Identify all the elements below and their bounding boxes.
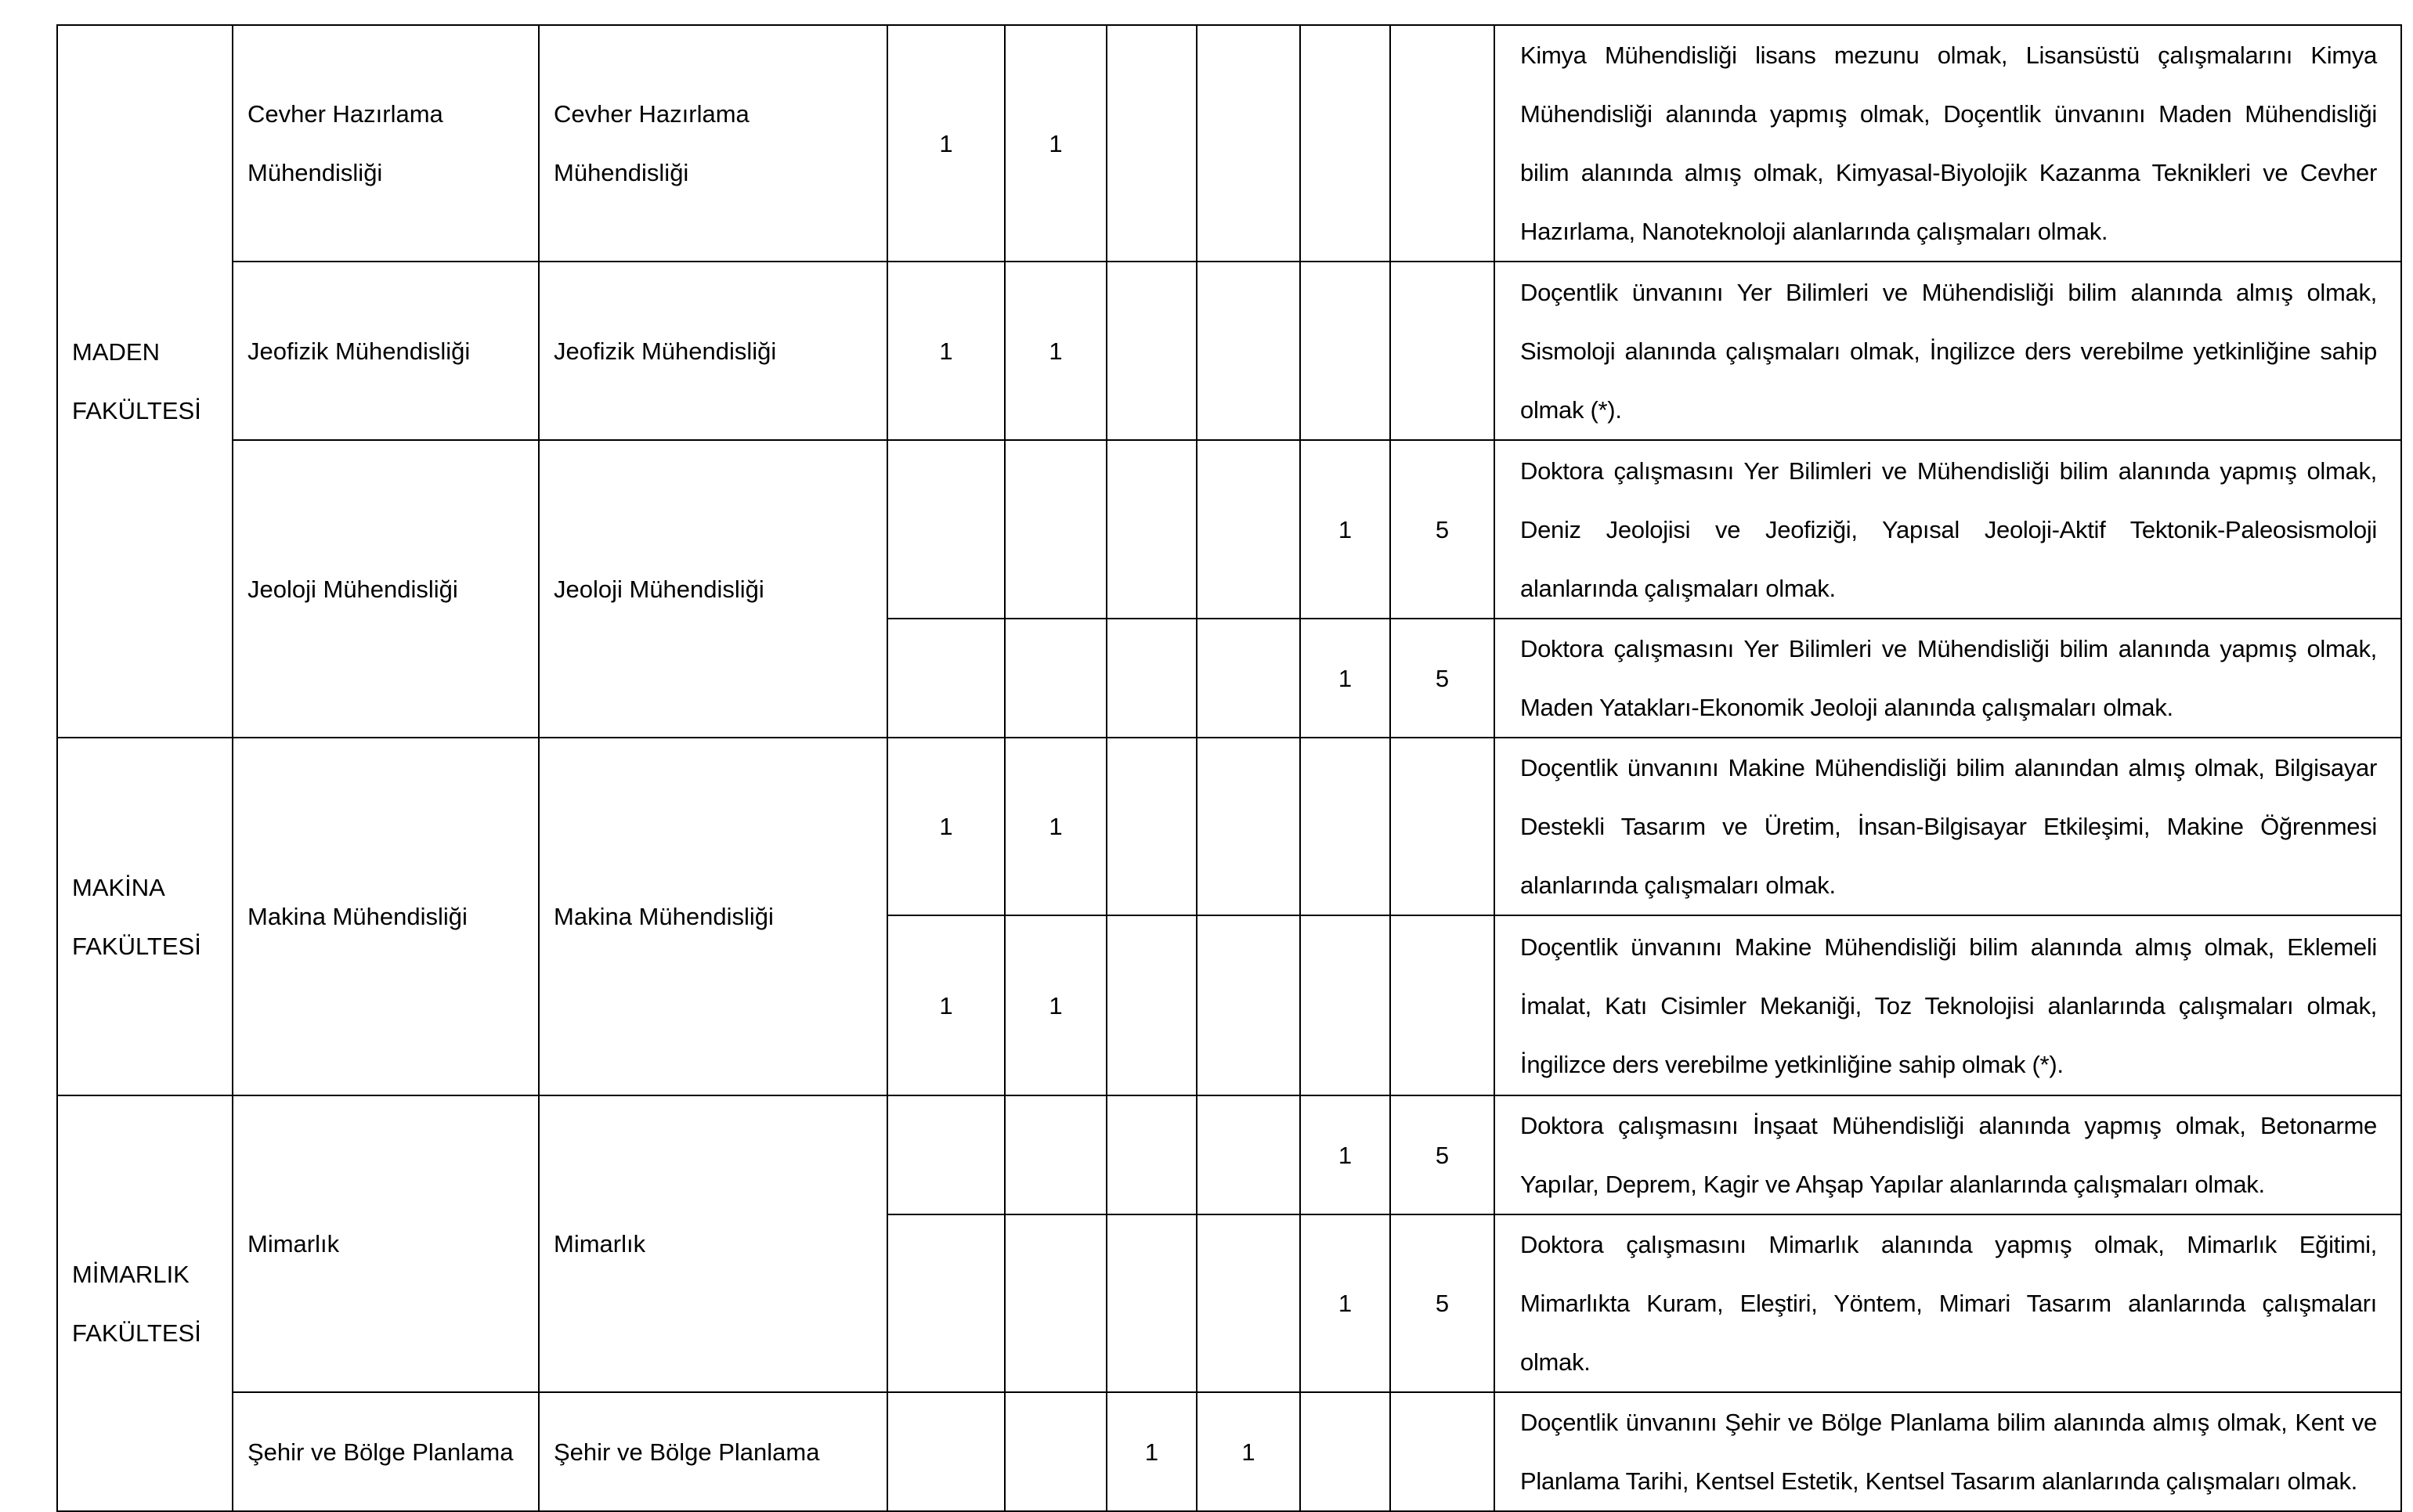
- count-cell: [1107, 1214, 1197, 1392]
- requirements-cell: Doçentlik ünvanını Şehir ve Bölge Planlama bilim alanında almış olmak, Kent ve Planlama Tarihi, Kentsel Estetik, Kentsel Tasarım alanlarında çalışmaları olmak.: [1494, 1392, 2401, 1511]
- requirements-cell: Doçentlik ünvanını Makine Mühendisliği bilim alanında almış olmak, Eklemeli İmalat, Katı Cisimler Mekaniği, Toz Teknolojisi alanlarında çalışmaları olmak, İngilizce ders verebilme yetkinliğine sahip olmak (*).: [1494, 915, 2401, 1095]
- degree-cell: [1390, 915, 1494, 1095]
- division-cell: Şehir ve Bölge Planlama: [539, 1392, 887, 1511]
- count-cell: [1107, 440, 1197, 619]
- count-cell: 1: [887, 915, 1005, 1095]
- degree-cell: [1197, 619, 1300, 738]
- degree-cell: 1: [1005, 262, 1107, 440]
- faculty-cell: MİMARLIK FAKÜLTESİ: [57, 1095, 233, 1511]
- degree-cell: [1005, 1214, 1107, 1392]
- degree-cell: 1: [1005, 738, 1107, 915]
- degree-cell: 5: [1390, 440, 1494, 619]
- degree-cell: 1: [1197, 1392, 1300, 1511]
- degree-cell: 5: [1390, 1214, 1494, 1392]
- table-row: [57, 262, 2401, 440]
- count-cell: 1: [887, 738, 1005, 915]
- division-cell: Jeofizik Mühendisliği: [539, 262, 887, 440]
- requirements-cell: Doktora çalışmasını Yer Bilimleri ve Mühendisliği bilim alanında yapmış olmak, Deniz Jeolojisi ve Jeofiziği, Yapısal Jeoloji-Aktif Tektonik-Paleosismoloji alanlarında çalışmaları olmak.: [1494, 440, 2401, 619]
- degree-cell: [1197, 1214, 1300, 1392]
- count-cell: 1: [1300, 619, 1390, 738]
- department-cell: Jeofizik Mühendisliği: [233, 262, 539, 440]
- table-row: [57, 1392, 2401, 1511]
- count-cell: 1: [887, 25, 1005, 262]
- count-cell: [1300, 25, 1390, 262]
- count-cell: [1300, 262, 1390, 440]
- count-cell: [1107, 1095, 1197, 1214]
- table-row: [57, 440, 2401, 619]
- requirements-cell: Doçentlik ünvanını Makine Mühendisliği bilim alanından almış olmak, Bilgisayar Destekli Tasarım ve Üretim, İnsan-Bilgisayar Etkileşimi, Makine Öğrenmesi alanlarında çalışmaları olmak.: [1494, 738, 2401, 915]
- degree-cell: [1197, 262, 1300, 440]
- count-cell: [887, 1214, 1005, 1392]
- department-cell: Cevher Hazırlama Mühendisliği: [233, 25, 539, 262]
- requirements-cell: Doktora çalışmasını İnşaat Mühendisliği alanında yapmış olmak, Betonarme Yapılar, Deprem, Kagir ve Ahşap Yapılar alanlarında çalışmaları olmak.: [1494, 1095, 2401, 1214]
- degree-cell: [1390, 738, 1494, 915]
- division-cell: Cevher Hazırlama Mühendisliği: [539, 25, 887, 262]
- faculty-cell: MADEN FAKÜLTESİ: [57, 25, 233, 738]
- count-cell: 1: [1300, 440, 1390, 619]
- department-cell: Mimarlık: [233, 1095, 539, 1392]
- count-cell: [1107, 262, 1197, 440]
- requirements-cell: Kimya Mühendisliği lisans mezunu olmak, Lisansüstü çalışmalarını Kimya Mühendisliği alanında yapmış olmak, Doçentlik ünvanını Maden Mühendisliği bilim alanında almış olmak, Kimyasal-Biyolojik Kazanma Teknikleri ve Cevher Hazırlama, Nanoteknoloji alanlarında çalışmaları olmak.: [1494, 25, 2401, 262]
- requirements-cell: Doktora çalışmasını Mimarlık alanında yapmış olmak, Mimarlık Eğitimi, Mimarlıkta Kuram, Eleştiri, Yöntem, Mimari Tasarım alanlarında çalışmaları olmak.: [1494, 1214, 2401, 1392]
- degree-cell: 1: [1005, 25, 1107, 262]
- degree-cell: [1005, 440, 1107, 619]
- table-row: [57, 738, 2401, 915]
- degree-cell: [1390, 1392, 1494, 1511]
- count-cell: 1: [1107, 1392, 1197, 1511]
- degree-cell: [1197, 915, 1300, 1095]
- degree-cell: [1197, 440, 1300, 619]
- count-cell: [1300, 1392, 1390, 1511]
- degree-cell: [1390, 25, 1494, 262]
- table-row: [57, 25, 2401, 262]
- count-cell: [1107, 738, 1197, 915]
- count-cell: [1107, 25, 1197, 262]
- degree-cell: [1197, 1095, 1300, 1214]
- degree-cell: 5: [1390, 1095, 1494, 1214]
- count-cell: [1107, 619, 1197, 738]
- division-cell: Makina Mühendisliği: [539, 738, 887, 1095]
- department-cell: Jeoloji Mühendisliği: [233, 440, 539, 738]
- degree-cell: 1: [1005, 915, 1107, 1095]
- count-cell: 1: [887, 262, 1005, 440]
- department-cell: Makina Mühendisliği: [233, 738, 539, 1095]
- degree-cell: [1197, 738, 1300, 915]
- degree-cell: 5: [1390, 619, 1494, 738]
- degree-cell: [1005, 1392, 1107, 1511]
- count-cell: [1300, 915, 1390, 1095]
- division-cell: Jeoloji Mühendisliği: [539, 440, 887, 738]
- count-cell: 1: [1300, 1214, 1390, 1392]
- count-cell: [887, 440, 1005, 619]
- count-cell: 1: [1300, 1095, 1390, 1214]
- count-cell: [1107, 915, 1197, 1095]
- requirements-cell: Doktora çalışmasını Yer Bilimleri ve Mühendisliği bilim alanında yapmış olmak, Maden Yatakları-Ekonomik Jeoloji alanında çalışmaları olmak.: [1494, 619, 2401, 738]
- division-cell: Mimarlık: [539, 1095, 887, 1392]
- degree-cell: [1390, 262, 1494, 440]
- table-row: [57, 1095, 2401, 1214]
- faculty-cell: MAKİNA FAKÜLTESİ: [57, 738, 233, 1095]
- degree-cell: [1005, 619, 1107, 738]
- degree-cell: [1005, 1095, 1107, 1214]
- count-cell: [1300, 738, 1390, 915]
- department-cell: Şehir ve Bölge Planlama: [233, 1392, 539, 1511]
- requirements-cell: Doçentlik ünvanını Yer Bilimleri ve Mühendisliği bilim alanında almış olmak, Sismoloji alanında çalışmaları olmak, İngilizce ders verebilme yetkinliğine sahip olmak (*).: [1494, 262, 2401, 440]
- degree-cell: [1197, 25, 1300, 262]
- faculty-positions-table: [56, 24, 2402, 1512]
- count-cell: [887, 619, 1005, 738]
- count-cell: [887, 1095, 1005, 1214]
- count-cell: [887, 1392, 1005, 1511]
